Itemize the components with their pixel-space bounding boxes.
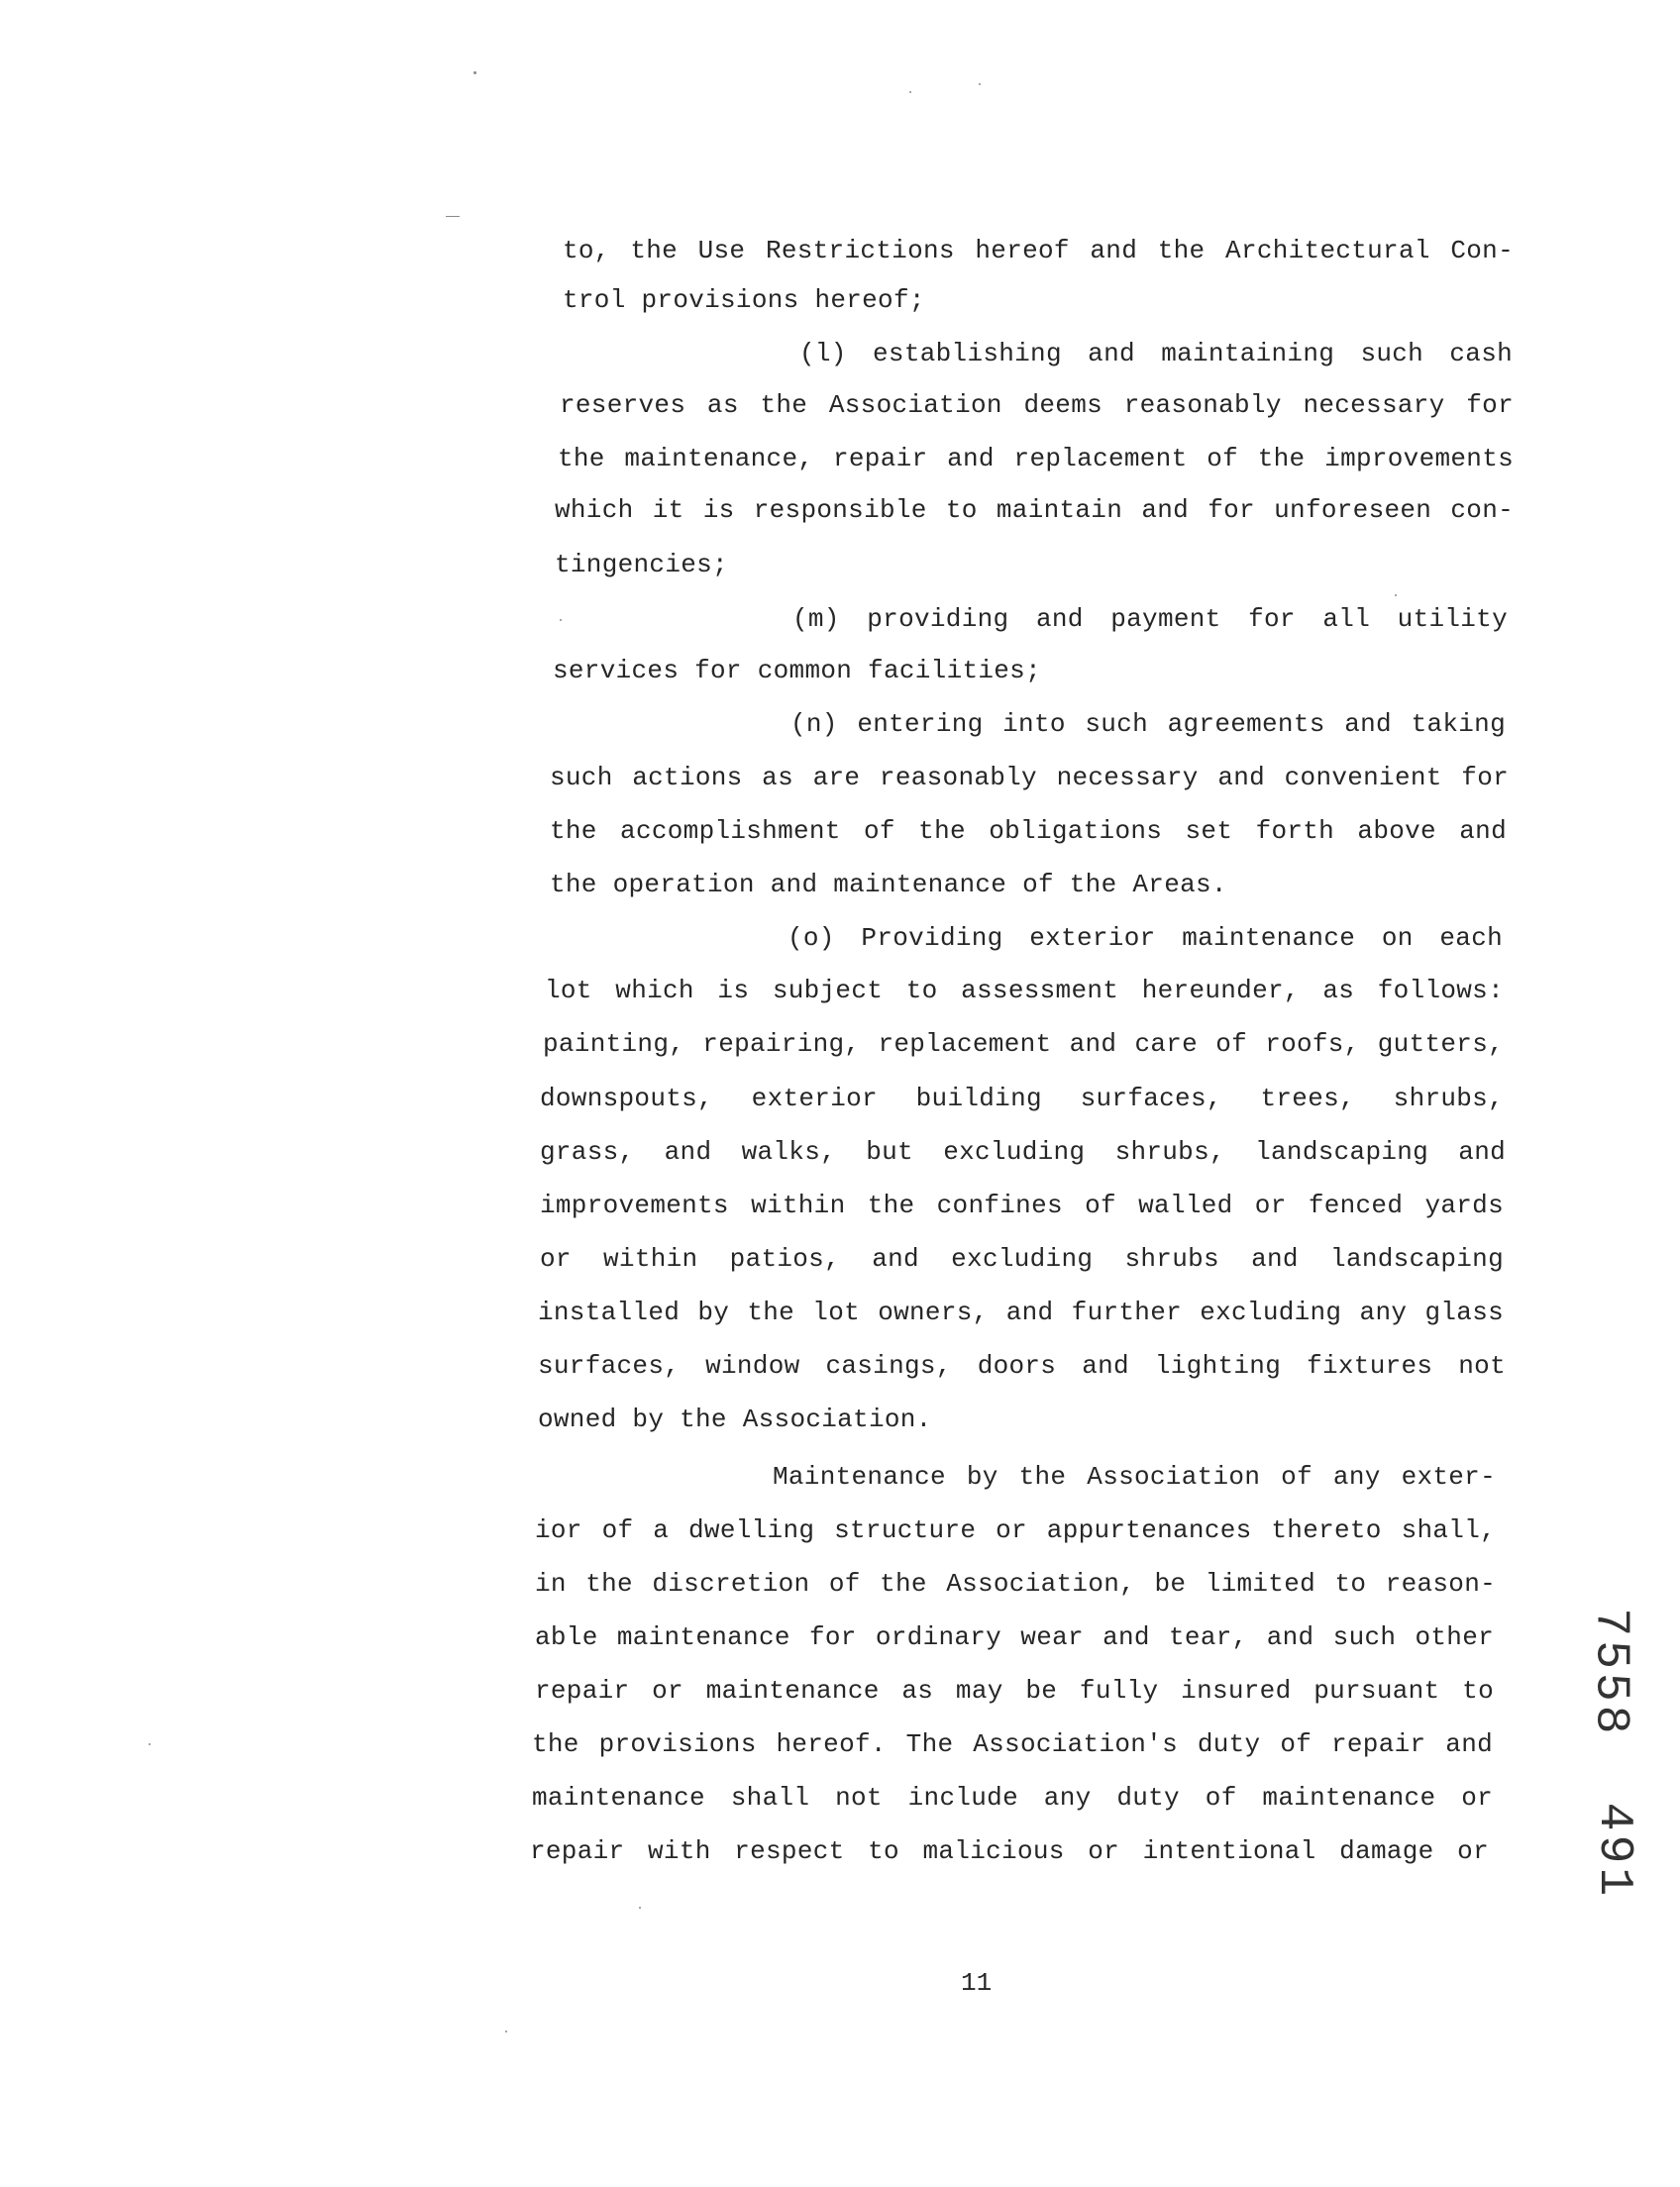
scan-speck xyxy=(473,71,476,74)
scan-speck xyxy=(505,2031,507,2032)
text-line: able maintenance for ordinary wear and tear, and such other xyxy=(535,1622,1494,1652)
text-line: the provisions hereof. The Association's duty of repair and xyxy=(532,1729,1493,1759)
text-line: installed by the lot owners, and further excluding any glass xyxy=(538,1298,1504,1327)
text-line: lot which is subject to assessment hereunder, as follows: xyxy=(545,976,1504,1005)
scan-speck xyxy=(560,619,562,621)
text-line: (o) Providing exterior maintenance on each xyxy=(788,923,1503,953)
text-line: repair or maintenance as may be fully insured pursuant to xyxy=(535,1676,1494,1706)
scan-speck xyxy=(446,216,460,217)
text-line: trol provisions hereof; xyxy=(563,285,925,315)
text-line: grass, and walks, but excluding shrubs, landscaping and xyxy=(540,1137,1506,1167)
text-line: reserves as the Association deems reasonably necessary for xyxy=(560,390,1514,420)
text-line: (m) providing and payment for all utility xyxy=(792,604,1508,634)
text-line: the accomplishment of the obligations set forth above and xyxy=(550,816,1507,846)
text-line: ior of a dwelling structure or appurtenances thereto shall, xyxy=(535,1515,1496,1545)
text-line: such actions as are reasonably necessary and convenient for xyxy=(550,763,1509,792)
text-line: the operation and maintenance of the Areas. xyxy=(550,870,1227,899)
page-reference: 491 xyxy=(1587,1802,1641,1901)
text-line: in the discretion of the Association, be limited to reason- xyxy=(535,1569,1496,1599)
text-line: the maintenance, repair and replacement of the improvements xyxy=(558,444,1514,473)
text-line: downspouts, exterior building surfaces, trees, shrubs, xyxy=(540,1084,1504,1113)
text-line: maintenance shall not include any duty of maintenance or xyxy=(532,1783,1493,1813)
text-line: Maintenance by the Association of any exter- xyxy=(773,1462,1496,1492)
text-line: tingencies; xyxy=(555,550,728,579)
scan-speck xyxy=(979,83,981,85)
text-line: services for common facilities; xyxy=(553,656,1041,685)
text-line: which it is responsible to maintain and for unforeseen con- xyxy=(555,495,1514,525)
text-line: or within patios, and excluding shrubs and landscaping xyxy=(540,1244,1504,1274)
page-number: 11 xyxy=(961,1968,993,1998)
book-number: 7558 xyxy=(1583,1608,1637,1738)
text-line: repair with respect to malicious or intentional damage or xyxy=(530,1836,1489,1866)
text-line: improvements within the confines of walled or fenced yards xyxy=(540,1191,1504,1220)
scan-speck xyxy=(639,1907,641,1909)
text-line: owned by the Association. xyxy=(538,1405,932,1434)
scan-speck xyxy=(909,91,911,93)
text-line: surfaces, window casings, doors and lighting fixtures not xyxy=(538,1351,1506,1381)
text-line: to, the Use Restrictions hereof and the Architectural Con- xyxy=(563,236,1514,265)
scan-speck xyxy=(149,1743,151,1745)
text-line: (n) entering into such agreements and taking xyxy=(790,709,1506,739)
text-line: (l) establishing and maintaining such cash xyxy=(799,339,1513,368)
scan-speck xyxy=(1395,594,1397,596)
text-line: painting, repairing, replacement and care of roofs, gutters, xyxy=(543,1029,1504,1059)
